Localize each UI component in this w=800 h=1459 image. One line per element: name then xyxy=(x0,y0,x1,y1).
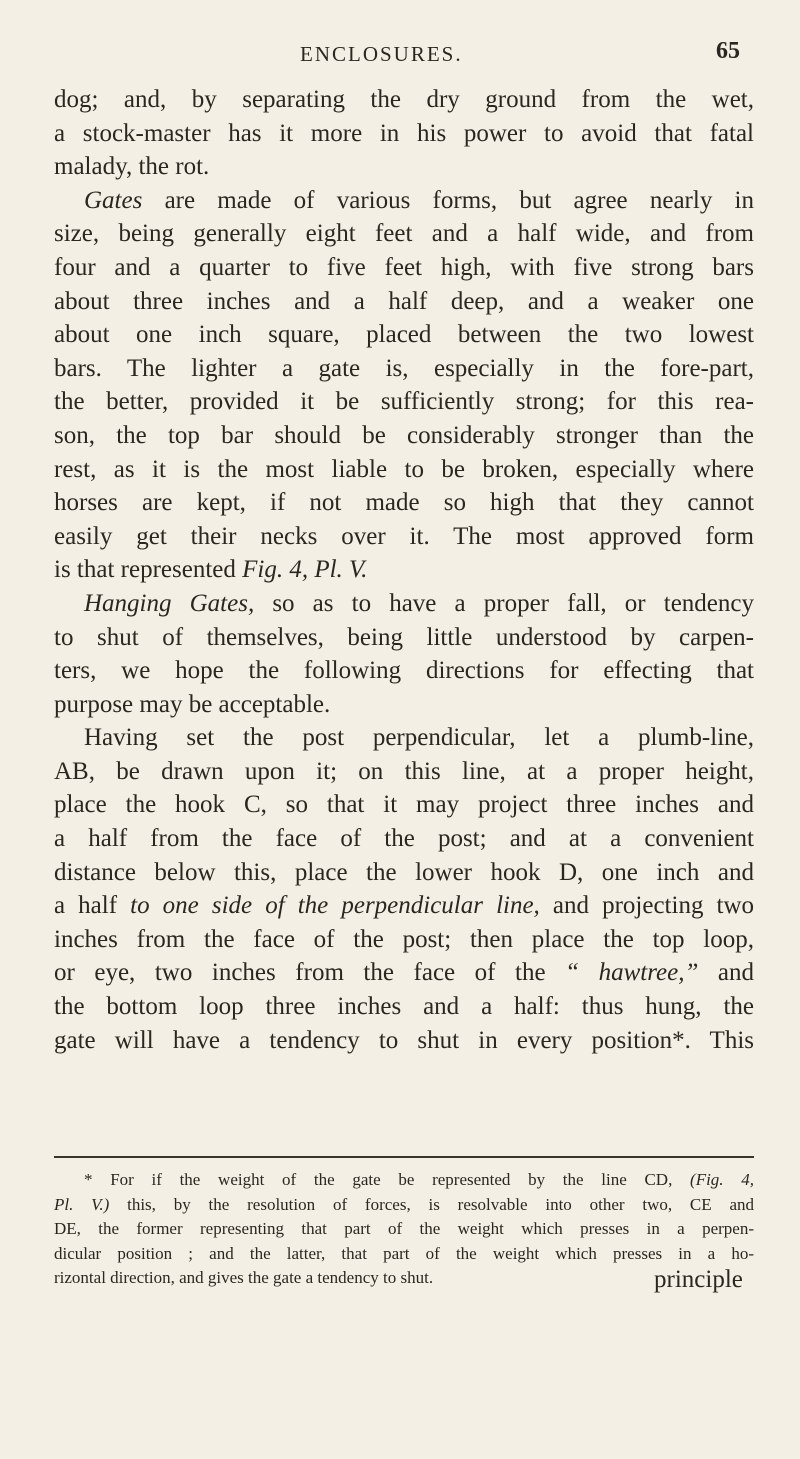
body-text xyxy=(54,83,754,1057)
page-header xyxy=(0,36,800,76)
text-line: is that represented Fig. 4, Pl. V. xyxy=(54,556,368,584)
text-line: horses are kept, if not made so high that they cannot xyxy=(54,489,754,517)
text-line: AB, be drawn upon it; on this line, at a proper height, xyxy=(54,757,754,785)
text-line: bars. The lighter a gate is, especially in the fore-part, xyxy=(54,354,754,382)
italic-term-hawtree: “ hawtree,” xyxy=(565,959,699,987)
footnote-pl-ref: Pl. V.) xyxy=(54,1194,110,1214)
footnote-line: Pl. V.) this, by the resolution of forces, is resolvable into other two, CE and xyxy=(54,1194,755,1214)
text-line: Having set the post perpendicular, let a plumb-line, xyxy=(84,724,754,752)
text-line: ters, we hope the following directions for effecting that xyxy=(54,657,754,685)
text-line: the bottom loop three inches and a half: thus hung, the xyxy=(54,993,754,1021)
footnote-line: * For if the weight of the gate be represented by the line CD, (Fig. 4, xyxy=(84,1170,754,1189)
text-line: gate will have a tendency to shut in every position*. This xyxy=(54,1026,754,1054)
text-line: inches from the face of the post; then place the top loop, xyxy=(54,925,754,953)
text-line: son, the top bar should be considerably stronger than the xyxy=(54,421,754,449)
text-line: a half from the face of the post; and at a convenient xyxy=(54,825,754,853)
running-head: ENCLOSURES. xyxy=(300,42,463,66)
text-line: dog; and, by separating the dry ground from the wet, xyxy=(54,86,754,113)
text-line: the better, provided it be sufficiently strong; for this rea- xyxy=(54,388,754,416)
text-line: four and a quarter to five feet high, with five strong bars xyxy=(54,253,754,281)
italic-fig-ref: Fig. 4, Pl. V. xyxy=(242,556,368,584)
footnote-line: dicular position ; and the latter, that part of the weight which presses in a ho- xyxy=(54,1243,754,1263)
footnote-divider xyxy=(54,1156,754,1158)
text-line: about one inch square, placed between the two lowest xyxy=(54,321,754,349)
footnote-line: rizontal direction, and gives the gate a tendency to shut. xyxy=(54,1268,434,1287)
catchword: principle xyxy=(654,1266,743,1293)
italic-phrase-perpendicular: to one side of the perpendicular line, xyxy=(130,892,540,920)
footnote-fig-ref: (Fig. 4, xyxy=(690,1170,754,1189)
text-line: a stock-master has it more in his power to avoid that fatal xyxy=(54,119,754,147)
text-line: easily get their necks over it. The most approved form xyxy=(54,522,754,550)
text-line: size, being generally eight feet and a half wide, and from xyxy=(54,220,754,248)
text-line: about three inches and a half deep, and a weaker one xyxy=(54,287,754,315)
footnote xyxy=(54,1168,754,1291)
text-line: distance below this, place the lower hook D, one inch and xyxy=(54,858,754,886)
italic-term-gates: Gates xyxy=(84,186,143,214)
text-line: or eye, two inches from the face of the “ hawtree,” and xyxy=(54,959,755,987)
page-number: 65 xyxy=(716,38,740,64)
text-line: malady, the rot. xyxy=(54,153,210,181)
footnote-line: DE, the former representing that part of the weight which presses in a perpen- xyxy=(54,1219,754,1238)
text-line: purpose may be acceptable. xyxy=(54,690,331,718)
text-line: Hanging Gates, so as to have a proper fall, or tendency xyxy=(84,589,754,617)
text-line: rest, as it is the most liable to be broken, especially where xyxy=(54,455,754,483)
italic-term-hanging-gates: Hanging Gates, xyxy=(84,589,255,617)
text-line: to shut of themselves, being little understood by carpen- xyxy=(54,623,754,651)
text-line: place the hook C, so that it may project three inches and xyxy=(54,791,754,819)
text-line: a half to one side of the perpendicular line, and projecting two xyxy=(54,892,755,920)
text-line: Gates are made of various forms, but agree nearly in xyxy=(84,186,755,214)
